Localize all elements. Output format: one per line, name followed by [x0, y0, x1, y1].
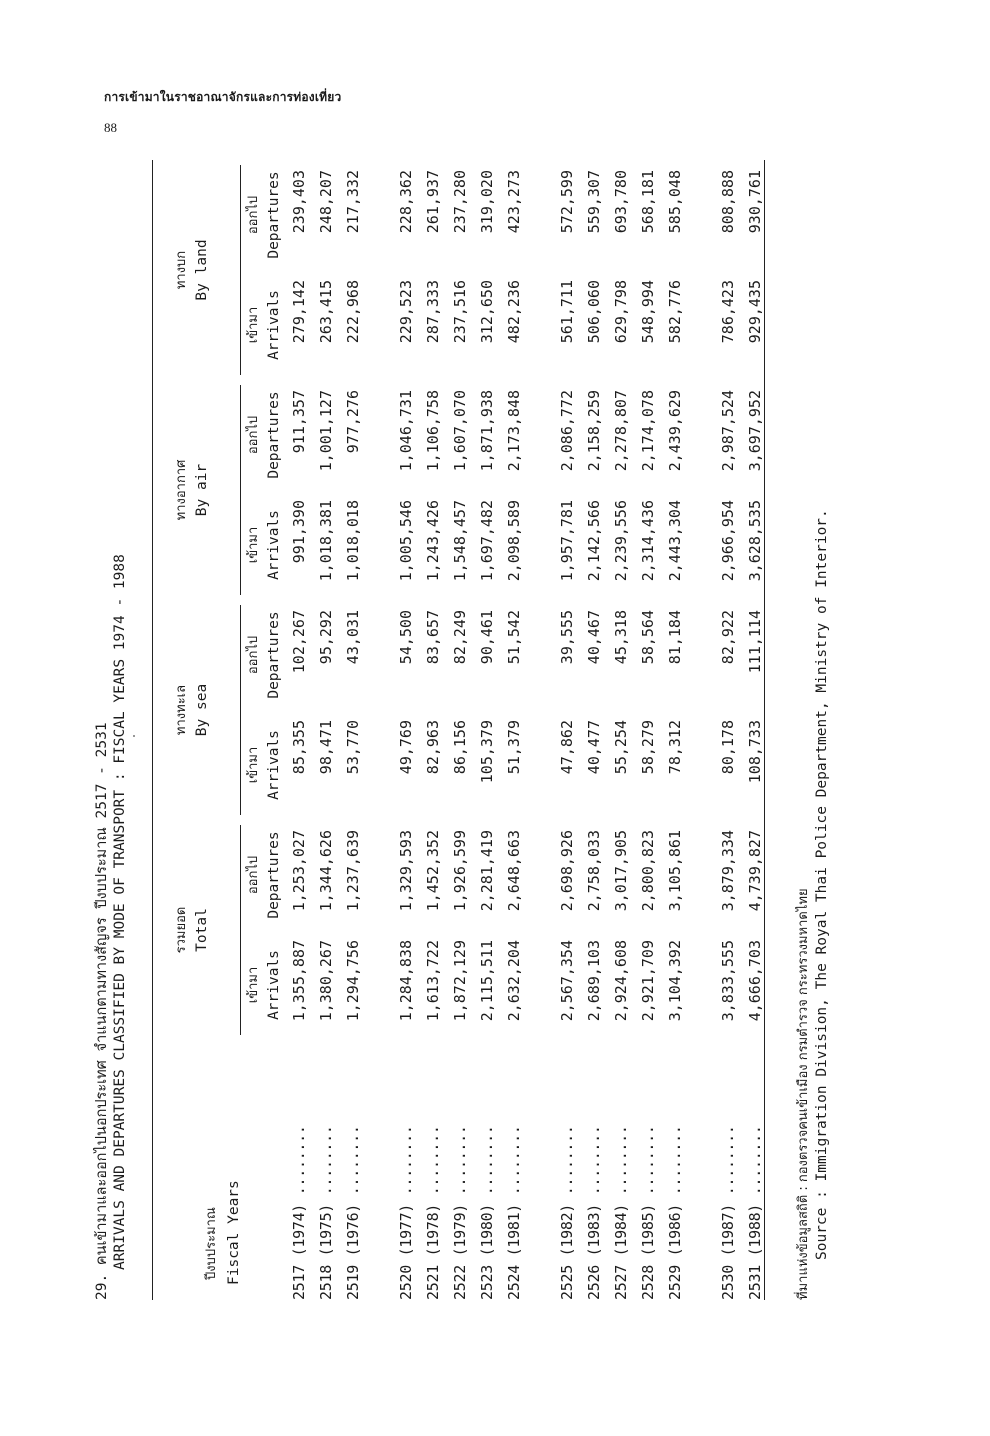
- subheader-arrivals-english: Arrivals: [266, 730, 282, 800]
- subheader-arrivals-english: Arrivals: [266, 950, 282, 1020]
- table-row: [558, 160, 580, 1300]
- fiscal-year-cell: 2528 (1985) ........: [639, 1125, 657, 1300]
- table-row: [397, 160, 419, 1300]
- group-sea-english: By sea: [194, 683, 210, 737]
- cell-land-dep: 568,181: [639, 170, 657, 234]
- table-row: [585, 160, 607, 1300]
- cell-total-dep: 2,758,033: [585, 830, 603, 912]
- year-header: [202, 1180, 242, 1285]
- fiscal-year-cell: 2523 (1980) ........: [478, 1125, 496, 1300]
- cell-sea-dep: 54,500: [397, 610, 415, 665]
- subheader-arrivals: [244, 490, 284, 600]
- cell-sea-dep: 39,555: [558, 610, 576, 665]
- subheader-departures-thai: ออกไป: [246, 855, 261, 895]
- cell-land-dep: 239,403: [290, 170, 308, 234]
- fiscal-year-cell: 2526 (1983) ........: [585, 1125, 603, 1300]
- cell-sea-arr: 55,254: [612, 720, 630, 775]
- fiscal-year-cell: 2525 (1982) ........: [558, 1125, 576, 1300]
- cell-air-arr: 1,005,546: [397, 500, 415, 582]
- cell-air-dep: 2,174,078: [639, 390, 657, 472]
- cell-total-arr: 1,284,838: [397, 940, 415, 1022]
- cell-total-dep: 3,879,334: [719, 830, 737, 912]
- cell-sea-arr: 80,178: [719, 720, 737, 775]
- fiscal-year-cell: 2531 (1988) ........: [746, 1125, 764, 1300]
- cell-sea-dep: 82,922: [719, 610, 737, 665]
- subheader-departures-english: Departures: [266, 831, 282, 919]
- fiscal-year-cell: 2530 (1987) ........: [719, 1125, 737, 1300]
- subheader-departures: [244, 160, 284, 270]
- group-air-thai: ทางอากาศ: [174, 459, 189, 521]
- cell-total-dep: 1,926,599: [451, 830, 469, 912]
- group-air-english: By air: [194, 463, 210, 517]
- cell-air-dep: 1,871,938: [478, 390, 496, 472]
- subheader-arrivals-thai: เข้ามา: [246, 746, 261, 784]
- cell-total-dep: 2,800,823: [639, 830, 657, 912]
- table-row: [451, 160, 473, 1300]
- cell-land-dep: 228,362: [397, 170, 415, 234]
- cell-land-dep: 585,048: [666, 170, 684, 234]
- cell-land-dep: 572,599: [558, 170, 576, 234]
- cell-land-arr: 548,994: [639, 280, 657, 344]
- cell-sea-arr: 53,770: [344, 720, 362, 775]
- cell-air-arr: 2,966,954: [719, 500, 737, 582]
- cell-air-dep: 977,276: [344, 390, 362, 454]
- cell-air-arr: 3,628,535: [746, 500, 764, 582]
- cell-sea-dep: 81,184: [666, 610, 684, 665]
- subheader-departures-english: Departures: [266, 391, 282, 479]
- subheader-departures-thai: ออกไป: [246, 635, 261, 675]
- cell-sea-dep: 95,292: [317, 610, 335, 665]
- group-sea-thai: ทางทะเล: [174, 684, 189, 736]
- table-title-thai: 29. คนเข้ามาและออกไปนอกประเทศ จำแนกตามทางสัญจร ปีงบประมาณ 2517 - 2531: [94, 722, 110, 1300]
- cell-air-dep: 1,607,070: [451, 390, 469, 472]
- cell-air-dep: 2,439,629: [666, 390, 684, 472]
- group-total-thai: รวมยอด: [174, 906, 189, 954]
- cell-total-dep: 1,452,352: [424, 830, 442, 912]
- table-title-english: ARRIVALS AND DEPARTURES CLASSIFIED BY MODE OF TRANSPORT : FISCAL YEARS 1974 - 1988: [112, 554, 128, 1270]
- cell-air-arr: 1,697,482: [478, 500, 496, 582]
- cell-air-dep: 2,086,772: [558, 390, 576, 472]
- cell-air-arr: 1,018,018: [344, 500, 362, 582]
- cell-total-arr: 3,104,392: [666, 940, 684, 1022]
- table-bottom-rule: [764, 160, 765, 1300]
- fiscal-year-cell: 2520 (1977) ........: [397, 1125, 415, 1300]
- cell-sea-dep: 58,564: [639, 610, 657, 665]
- subheader-arrivals-english: Arrivals: [266, 290, 282, 360]
- cell-air-arr: 1,548,457: [451, 500, 469, 582]
- year-header-english: Fiscal Years: [226, 1180, 242, 1285]
- group-land-english: By land: [194, 239, 210, 301]
- cell-total-arr: 2,632,204: [505, 940, 523, 1022]
- group-header-total: [172, 820, 212, 1040]
- cell-land-dep: 237,280: [451, 170, 469, 234]
- group-land-thai: ทางบก: [174, 250, 189, 290]
- subheader-departures-thai: ออกไป: [246, 415, 261, 455]
- cell-sea-dep: 51,542: [505, 610, 523, 665]
- table-row: [344, 160, 366, 1300]
- source-english: Source : Immigration Division, The Royal Thai Police Department, Ministry of Interior.: [814, 509, 830, 1260]
- cell-land-arr: 237,516: [451, 280, 469, 344]
- cell-land-arr: 482,236: [505, 280, 523, 344]
- cell-air-arr: 1,018,381: [317, 500, 335, 582]
- cell-air-arr: 2,239,556: [612, 500, 630, 582]
- cell-air-dep: 2,158,259: [585, 390, 603, 472]
- table-row: [639, 160, 661, 1300]
- cell-land-arr: 582,776: [666, 280, 684, 344]
- subheader-departures-english: Departures: [266, 611, 282, 699]
- air-group-rule: [240, 385, 241, 595]
- subheader-arrivals: [244, 710, 284, 820]
- cell-total-arr: 1,355,887: [290, 940, 308, 1022]
- cell-sea-arr: 98,471: [317, 720, 335, 775]
- cell-total-dep: 2,281,419: [478, 830, 496, 912]
- cell-land-arr: 312,650: [478, 280, 496, 344]
- cell-air-dep: 2,278,807: [612, 390, 630, 472]
- cell-total-dep: 4,739,827: [746, 830, 764, 912]
- cell-sea-arr: 51,379: [505, 720, 523, 775]
- cell-total-arr: 1,380,267: [317, 940, 335, 1022]
- cell-land-arr: 561,711: [558, 280, 576, 344]
- subheader-arrivals-english: Arrivals: [266, 510, 282, 580]
- sea-group-rule: [240, 605, 241, 815]
- cell-sea-dep: 40,467: [585, 610, 603, 665]
- cell-land-arr: 229,523: [397, 280, 415, 344]
- cell-air-arr: 2,443,304: [666, 500, 684, 582]
- total-group-rule: [240, 825, 241, 1035]
- cell-air-dep: 1,001,127: [317, 390, 335, 472]
- subheader-departures-english: Departures: [266, 171, 282, 259]
- subheader-departures: [244, 600, 284, 710]
- group-total-english: Total: [194, 908, 210, 952]
- group-header-air: [172, 380, 212, 600]
- group-header-land: [172, 160, 212, 380]
- cell-air-arr: 991,390: [290, 500, 308, 564]
- cell-total-arr: 2,115,511: [478, 940, 496, 1022]
- cell-sea-dep: 111,114: [746, 610, 764, 674]
- cell-land-dep: 423,273: [505, 170, 523, 234]
- fiscal-year-cell: 2518 (1975) ........: [317, 1125, 335, 1300]
- cell-total-dep: 2,698,926: [558, 830, 576, 912]
- table-top-rule: [152, 160, 153, 1300]
- cell-land-arr: 506,060: [585, 280, 603, 344]
- subheader-arrivals-thai: เข้ามา: [246, 966, 261, 1004]
- cell-air-dep: 1,046,731: [397, 390, 415, 472]
- cell-air-dep: 3,697,952: [746, 390, 764, 472]
- table-row: [612, 160, 634, 1300]
- cell-total-arr: 1,294,756: [344, 940, 362, 1022]
- cell-sea-arr: 82,963: [424, 720, 442, 775]
- cell-total-dep: 3,105,861: [666, 830, 684, 912]
- cell-land-arr: 786,423: [719, 280, 737, 344]
- fiscal-year-cell: 2517 (1974) ........: [290, 1125, 308, 1300]
- cell-air-dep: 1,106,758: [424, 390, 442, 472]
- fiscal-year-cell: 2524 (1981) ........: [505, 1125, 523, 1300]
- page-number: 88: [104, 120, 117, 135]
- cell-sea-arr: 85,355: [290, 720, 308, 775]
- cell-total-arr: 3,833,555: [719, 940, 737, 1022]
- table-row: [505, 160, 527, 1300]
- cell-sea-arr: 47,862: [558, 720, 576, 775]
- cell-total-dep: 1,344,626: [317, 830, 335, 912]
- cell-total-arr: 4,666,703: [746, 940, 764, 1022]
- cell-air-dep: 2,173,848: [505, 390, 523, 472]
- cell-air-arr: 2,142,566: [585, 500, 603, 582]
- cell-sea-arr: 40,477: [585, 720, 603, 775]
- cell-land-dep: 217,332: [344, 170, 362, 234]
- cell-total-arr: 2,921,709: [639, 940, 657, 1022]
- cell-sea-dep: 102,267: [290, 610, 308, 674]
- cell-total-dep: 1,237,639: [344, 830, 362, 912]
- cell-land-arr: 263,415: [317, 280, 335, 344]
- cell-land-dep: 693,780: [612, 170, 630, 234]
- cell-land-dep: 248,207: [317, 170, 335, 234]
- cell-land-arr: 929,435: [746, 280, 764, 344]
- subheader-arrivals: [244, 930, 284, 1040]
- cell-total-dep: 1,329,593: [397, 830, 415, 912]
- fiscal-year-cell: 2522 (1979) ........: [451, 1125, 469, 1300]
- cell-air-arr: 1,957,781: [558, 500, 576, 582]
- table-row: [478, 160, 500, 1300]
- cell-land-arr: 629,798: [612, 280, 630, 344]
- subheader-arrivals: [244, 270, 284, 380]
- cell-total-dep: 3,017,905: [612, 830, 630, 912]
- cell-total-arr: 2,689,103: [585, 940, 603, 1022]
- cell-land-dep: 930,761: [746, 170, 764, 234]
- cell-sea-dep: 43,031: [344, 610, 362, 665]
- cell-total-arr: 1,872,129: [451, 940, 469, 1022]
- cell-sea-dep: 83,657: [424, 610, 442, 665]
- cell-land-dep: 319,020: [478, 170, 496, 234]
- cell-land-dep: 261,937: [424, 170, 442, 234]
- fiscal-year-cell: 2527 (1984) ........: [612, 1125, 630, 1300]
- running-header: การเข้ามาในราชอาณาจักรและการท่องเที่ยว: [104, 90, 342, 104]
- land-group-rule: [240, 165, 241, 375]
- fiscal-year-cell: 2519 (1976) ........: [344, 1125, 362, 1300]
- cell-air-arr: 1,243,426: [424, 500, 442, 582]
- fiscal-year-cell: 2529 (1986) ........: [666, 1125, 684, 1300]
- cell-sea-arr: 49,769: [397, 720, 415, 775]
- cell-sea-dep: 82,249: [451, 610, 469, 665]
- fiscal-year-cell: 2521 (1978) ........: [424, 1125, 442, 1300]
- table-row: [424, 160, 446, 1300]
- table-row: [290, 160, 312, 1300]
- subheader-arrivals-thai: เข้ามา: [246, 526, 261, 564]
- table-row: [719, 160, 741, 1300]
- cell-land-dep: 808,888: [719, 170, 737, 234]
- subheader-departures-thai: ออกไป: [246, 195, 261, 235]
- cell-land-arr: 222,968: [344, 280, 362, 344]
- cell-total-arr: 1,613,722: [424, 940, 442, 1022]
- cell-sea-arr: 86,156: [451, 720, 469, 775]
- cell-air-dep: 2,987,524: [719, 390, 737, 472]
- source-thai: ที่มาแห่งข้อมูลสถิติ : กองตรวจคนเข้าเมือง กรมตำรวจ กระทรวงมหาดไทย: [796, 888, 811, 1300]
- group-header-sea: [172, 600, 212, 820]
- cell-total-dep: 1,253,027: [290, 830, 308, 912]
- cell-sea-arr: 105,379: [478, 720, 496, 784]
- subheader-departures: [244, 380, 284, 490]
- table-row: [666, 160, 688, 1300]
- cell-sea-arr: 78,312: [666, 720, 684, 775]
- cell-land-arr: 287,333: [424, 280, 442, 344]
- cell-total-dep: 2,648,663: [505, 830, 523, 912]
- cell-land-arr: 279,142: [290, 280, 308, 344]
- cell-land-dep: 559,307: [585, 170, 603, 234]
- subheader-arrivals-thai: เข้ามา: [246, 306, 261, 344]
- table-row: [317, 160, 339, 1300]
- cell-sea-dep: 45,318: [612, 610, 630, 665]
- cell-air-arr: 2,098,589: [505, 500, 523, 582]
- cell-sea-arr: 58,279: [639, 720, 657, 775]
- cell-air-arr: 2,314,436: [639, 500, 657, 582]
- rotated-table-block: [90, 100, 850, 1300]
- cell-sea-arr: 108,733: [746, 720, 764, 784]
- cell-total-arr: 2,924,608: [612, 940, 630, 1022]
- cell-sea-dep: 90,461: [478, 610, 496, 665]
- cell-air-dep: 911,357: [290, 390, 308, 454]
- year-header-thai: ปีงบประมาณ: [204, 1207, 219, 1280]
- subheader-departures: [244, 820, 284, 930]
- cell-total-arr: 2,567,354: [558, 940, 576, 1022]
